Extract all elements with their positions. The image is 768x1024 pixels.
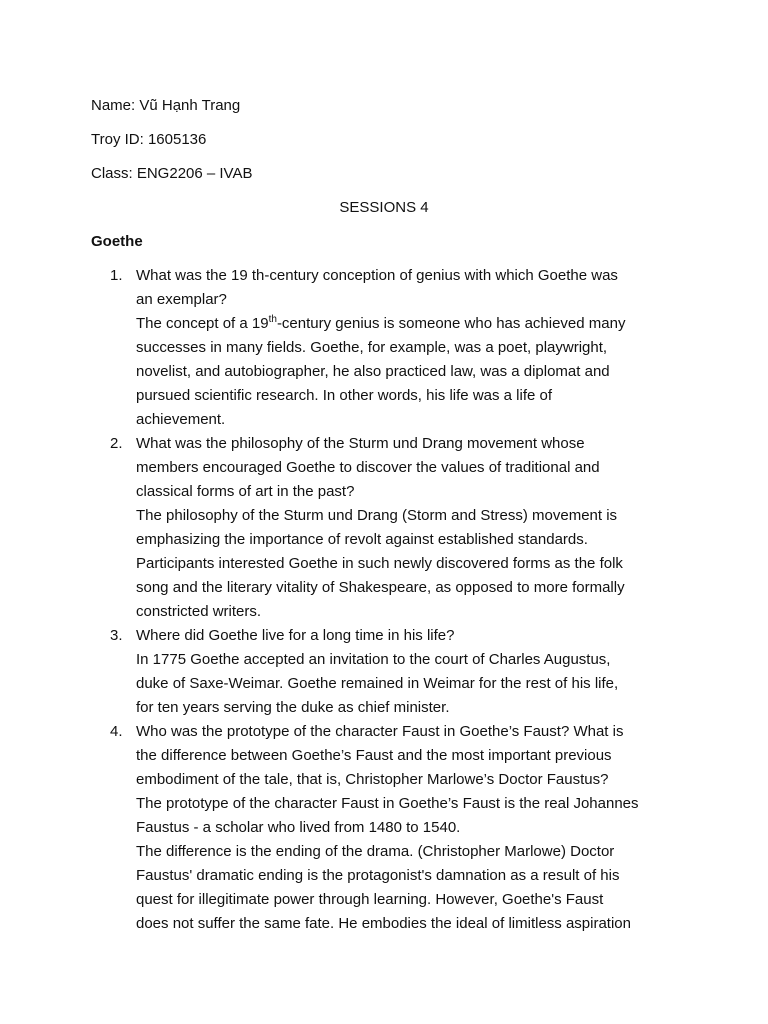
text-line: members encouraged Goethe to discover the values of traditional and — [136, 459, 600, 476]
text-line: the difference between Goethe’s Faust and the most important previous — [136, 747, 612, 764]
text-line: Faustus' dramatic ending is the protagonist's damnation as a result of his — [136, 867, 620, 884]
text-line: achievement. — [136, 411, 226, 428]
text-line: emphasizing the importance of revolt against established standards. — [136, 531, 588, 548]
text-line: What was the 19 th-century conception of genius with which Goethe was — [136, 267, 618, 284]
list-item — [110, 720, 676, 936]
session-title: SESSIONS 4 — [339, 199, 429, 216]
text-line: The prototype of the character Faust in Goethe’s Faust is the real Johannes — [136, 795, 639, 812]
text-segment: The concept of a 19 — [136, 315, 269, 332]
text-segment: -century genius is someone who has achieved many — [276, 315, 626, 332]
text-line: for ten years serving the duke as chief minister. — [136, 699, 450, 716]
text-line: embodiment of the tale, that is, Christopher Marlowe’s Doctor Faustus? — [136, 771, 609, 788]
text-line: novelist, and autobiographer, he also practiced law, was a diplomat and — [136, 363, 610, 380]
item-number: 4. — [110, 723, 123, 740]
item-number: 2. — [110, 435, 123, 452]
class-code: Class: ENG2206 – IVAB — [91, 165, 253, 182]
text-line: successes in many fields. Goethe, for example, was a poet, playwright, — [136, 339, 608, 356]
question-list — [110, 264, 676, 936]
text-line: Participants interested Goethe in such newly discovered forms as the folk — [136, 555, 623, 572]
text-line: an exemplar? — [136, 291, 227, 308]
section-heading: Goethe — [91, 233, 143, 250]
text-line: constricted writers. — [136, 603, 262, 620]
list-item — [110, 624, 676, 720]
text-line: pursued scientific research. In other words, his life was a life of — [136, 387, 553, 404]
text-line: Faustus - a scholar who lived from 1480 to 1540. — [136, 819, 461, 836]
text-line: quest for illegitimate power through learning. However, Goethe's Faust — [136, 891, 604, 908]
text-line: Where did Goethe live for a long time in his life? — [136, 627, 455, 644]
list-item — [110, 432, 676, 624]
text-line: does not suffer the same fate. He embodies the ideal of limitless aspiration — [136, 915, 631, 932]
text-line: What was the philosophy of the Sturm und Drang movement whose — [136, 435, 585, 452]
item-number: 3. — [110, 627, 123, 644]
text-line: Who was the prototype of the character Faust in Goethe’s Faust? What is — [136, 723, 624, 740]
text-line: The philosophy of the Sturm und Drang (Storm and Stress) movement is — [136, 507, 618, 524]
troy-id: Troy ID: 1605136 — [91, 131, 207, 148]
text-line: In 1775 Goethe accepted an invitation to the court of Charles Augustus, — [136, 651, 611, 668]
list-item — [110, 264, 676, 432]
superscript: th — [268, 314, 277, 325]
text-line: classical forms of art in the past? — [136, 483, 355, 500]
text-line: duke of Saxe-Weimar. Goethe remained in Weimar for the rest of his life, — [136, 675, 619, 692]
text-line — [136, 312, 676, 336]
text-line: song and the literary vitality of Shakespeare, as opposed to more formally — [136, 579, 625, 596]
student-name: Name: Vũ Hạnh Trang — [91, 97, 241, 114]
text-line: The difference is the ending of the drama. (Christopher Marlowe) Doctor — [136, 843, 615, 860]
item-number: 1. — [110, 267, 123, 284]
